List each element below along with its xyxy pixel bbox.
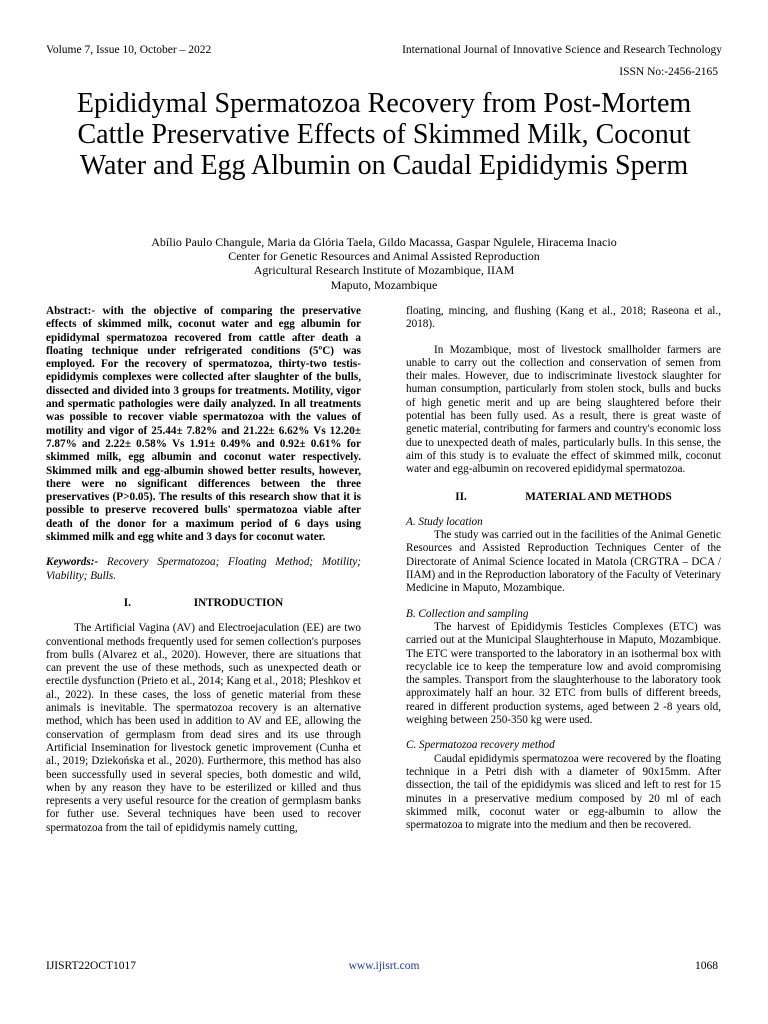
- subsection-text-a: The study was carried out in the facilities of the Animal Genetic Resources and Assisted Reproduction Techniques Center of the Directorate of Animal Science located in Matola (CRGTRA – DCA / IIAM) and in the Reproduction laboratory of the Faculty of Veterinary Medicine in Maputo, Mozambique.: [406, 529, 721, 595]
- intro-paragraph-1-continued: floating, mincing, and flushing (Kang et al., 2018; Raseona et al., 2018).: [406, 305, 721, 331]
- section-heading-introduction: [46, 597, 361, 610]
- right-column: [406, 305, 721, 832]
- left-column: [46, 305, 361, 835]
- journal-website-link[interactable]: www.ijisrt.com: [348, 960, 420, 972]
- intro-paragraph-1: The Artificial Vagina (AV) and Electroejaculation (EE) are two conventional methods frequently used for semen collection's purposes from bulls (Alvarez et al., 2020). However, there are situations that can prevent the use of these methods, such as unexpected death or erectile dysfunction (Prieto et al., 2014; Kang et al., 2018; Pleshkov et al., 2022). In these cases, the loss of genetic material from these animals is inevitable. The spermatozoa recovery is an alternative method, which has been used in addition to AV and EE, allowing the conservation of germplasm from dead sires and its use through Artificial Insemination for livestock genetic improvement (Cunha et al., 2019; Dziekońska et al., 2020). Furthermore, this method has also been successfully used in several species, both domestic and wild, when by any reason they have to be esterilized or killed and thus represents a very useful resource for the creation of germplasm banks for futher use. Several techniques have been used to recover spermatozoa from the tail of epididymis namely cutting,: [46, 622, 361, 834]
- section-title: INTRODUCTION: [193, 596, 284, 609]
- page-number: 1068: [695, 960, 718, 972]
- section-title: MATERIAL AND METHODS: [525, 490, 672, 503]
- section-number: II.: [455, 490, 467, 503]
- subsection-heading-c: C. Spermatozoa recovery method: [406, 739, 555, 752]
- subsection-text-c: Caudal epididymis spermatozoa were recovered by the floating technique in a Petri dish with a diameter of 90x15mm. After dissection, the tail of the epididymis was sliced and left to rest for 15 minutes in a preservative medium composed by 20 ml of each skimmed milk, coconut water or egg-albumin to allow the spermatozoa to migrate into the medium and then be recovered.: [406, 752, 721, 832]
- volume-info: Volume 7, Issue 10, October – 2022: [46, 44, 212, 56]
- affiliation-2: Agricultural Research Institute of Mozambique, IIAM: [253, 263, 515, 278]
- paper-id: IJISRT22OCT1017: [46, 960, 137, 972]
- keywords-label: Keywords:-: [46, 556, 99, 569]
- affiliation-1: Center for Genetic Resources and Animal Assisted Reproduction: [228, 249, 540, 264]
- section-heading-methods: [406, 491, 721, 504]
- author-names: Abílio Paulo Changule, Maria da Glória Taela, Gildo Macassa, Gaspar Ngulele, Hiracema Inacio: [151, 235, 617, 249]
- subsection-text-b: The harvest of Epididymis Testicles Complexes (ETC) was carried out at the Municipal Slaughterhouse in Maputo, Mozambique. The ETC were transported to the laboratory in an isothermal box with recyclable ice to keep the temperature low and avoid compromising the samples. Transport from the slaughterhouse to the laboratory took approximately half an hour. 32 ETC from bulls of different breeds, reared in different production systems, aged between 2 -8 years old, weighing between 250-350 kg were used.: [406, 620, 721, 727]
- author-block: [40, 235, 728, 292]
- intro-paragraph-2: In Mozambique, most of livestock smallholder farmers are unable to carry out the collection and conservation of semen from their males. However, due to indiscriminate livestock slaughter for human consumption, particularly from stolen stock, bulls and bucks of high genetic merit and up are being slaughtered before their potential has been fully used. As a result, there is great waste of genetic material, contributing for farmers and country's economic loss due to unexpected death of males, particularly bulls. In this sense, the aim of this study is to evaluate the effect of skimmed milk, coconut water and egg-albumin on recovered epididymal spermatozoa.: [406, 343, 721, 476]
- subsection-heading-a: A. Study location: [406, 515, 483, 528]
- abstract: Abstract:- with the objective of comparing the preservative effects of skimmed milk, coconut water and egg albumin for epididymal spermatozoa recovered from cattle after death a floating technique under refrigerated conditions (5ºC) was employed. For the recovery of spermatozoa, thirty-two testis-epididymis complexes were collected after slaughter of the bulls, dissected and divided into 3 groups for treatments. Motility, vigor and spermatic pathologies were daily analyzed. In all treatments was possible to recover viable spermatozoa with the values of motility and vigor of 25.44± 7.82% and 21.22± 6.62% Vs 12.20± 7.87% and 2.22± 0.58% Vs 1.91± 0.49% and 0.92± 0.61% for skimmed milk, egg albumin and coconut water respectively. Skimmed milk and egg-albumin showed better results, however, there were no significant differences between the three preservatives (P>0.05). The results of this research show that it is possible to preserve recovered bulls' spermatozoa viable after death of the donor for a maximum period of 6 days using skimmed milk and egg white and 3 days for coconut water.: [46, 305, 361, 544]
- affiliation-3: Maputo, Mozambique: [330, 277, 438, 292]
- journal-name: International Journal of Innovative Science and Research Technology: [402, 44, 722, 56]
- keywords-text: Recovery Spermatozoa; Floating Method; Motility; Viability; Bulls.: [46, 556, 361, 582]
- issn: ISSN No:-2456-2165: [619, 66, 718, 78]
- keywords: [46, 556, 361, 583]
- subsection-heading-b: B. Collection and sampling: [406, 607, 529, 620]
- section-number: I.: [123, 596, 131, 609]
- paper-title: Epididymal Spermatozoa Recovery from Post-Mortem Cattle Preservative Effects of Skimmed Milk, Coconut Water and Egg Albumin on Caudal Epididymis Sperm: [76, 88, 692, 181]
